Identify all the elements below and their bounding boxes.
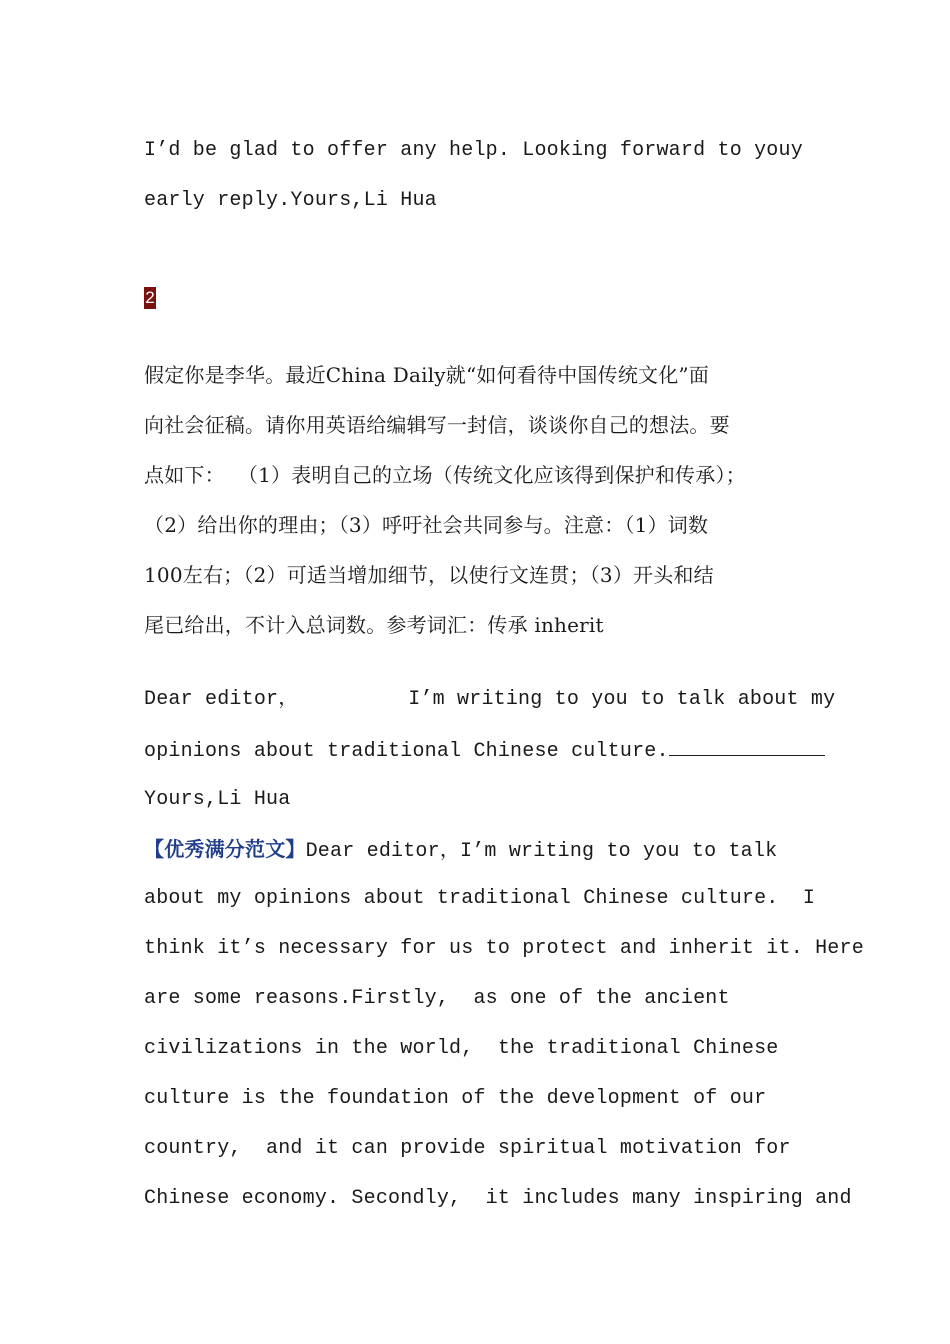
model-essay-line: about my opinions about traditional Chinese culture. I [144, 887, 816, 910]
model-essay-first-line-text: Dear editor，I’m writing to you to talk [305, 840, 778, 863]
prompt-line-4: （2）给出你的理由；（3）呼吁社会共同参与。注意：（1）词数 [144, 513, 709, 537]
previous-letter-line-1: I’d be glad to offer any help. Looking forward to youy [144, 139, 803, 162]
question-number-badge: 2 [145, 288, 155, 307]
model-essay-line: are some reasons.Firstly, as one of the ancient [144, 987, 730, 1010]
prompt-line-5: 100左右；（2）可适当增加细节，以使行文连贯；（3）开头和结 [144, 563, 714, 587]
prompt-line-1: 假定你是李华。最近China Daily就“如何看待中国传统文化”面 [144, 363, 710, 387]
letter-frame-line-2-text: opinions about traditional Chinese culture. [144, 740, 669, 763]
letter-frame-signoff: Yours,Li Hua [144, 788, 291, 811]
model-essay-line: think it’s necessary for us to protect and inherit it. Here [144, 937, 864, 960]
answer-blank [669, 735, 825, 756]
letter-frame-line-2 [144, 735, 825, 767]
prompt-line-2: 向社会征稿。请你用英语给编辑写一封信，谈谈你自己的想法。要 [144, 413, 730, 437]
letter-frame-opening: Dear editor， I’m writing to you to talk about my [144, 688, 836, 711]
model-essay-first-line [144, 834, 777, 867]
model-essay-line: Chinese economy. Secondly, it includes many inspiring and [144, 1187, 852, 1210]
prompt-line-6: 尾已给出，不计入总词数。参考词汇：传承 inherit [144, 613, 604, 637]
model-essay-line: country, and it can provide spiritual motivation for [144, 1137, 791, 1160]
prompt-line-3: 点如下： （1）表明自己的立场（传统文化应该得到保护和传承）； [144, 463, 746, 487]
model-essay-label: 【优秀满分范文】 [144, 837, 306, 861]
model-essay-line: culture is the foundation of the development of our [144, 1087, 767, 1110]
model-essay-line: civilizations in the world, the traditional Chinese [144, 1037, 779, 1060]
previous-letter-signoff: early reply.Yours,Li Hua [144, 189, 437, 212]
